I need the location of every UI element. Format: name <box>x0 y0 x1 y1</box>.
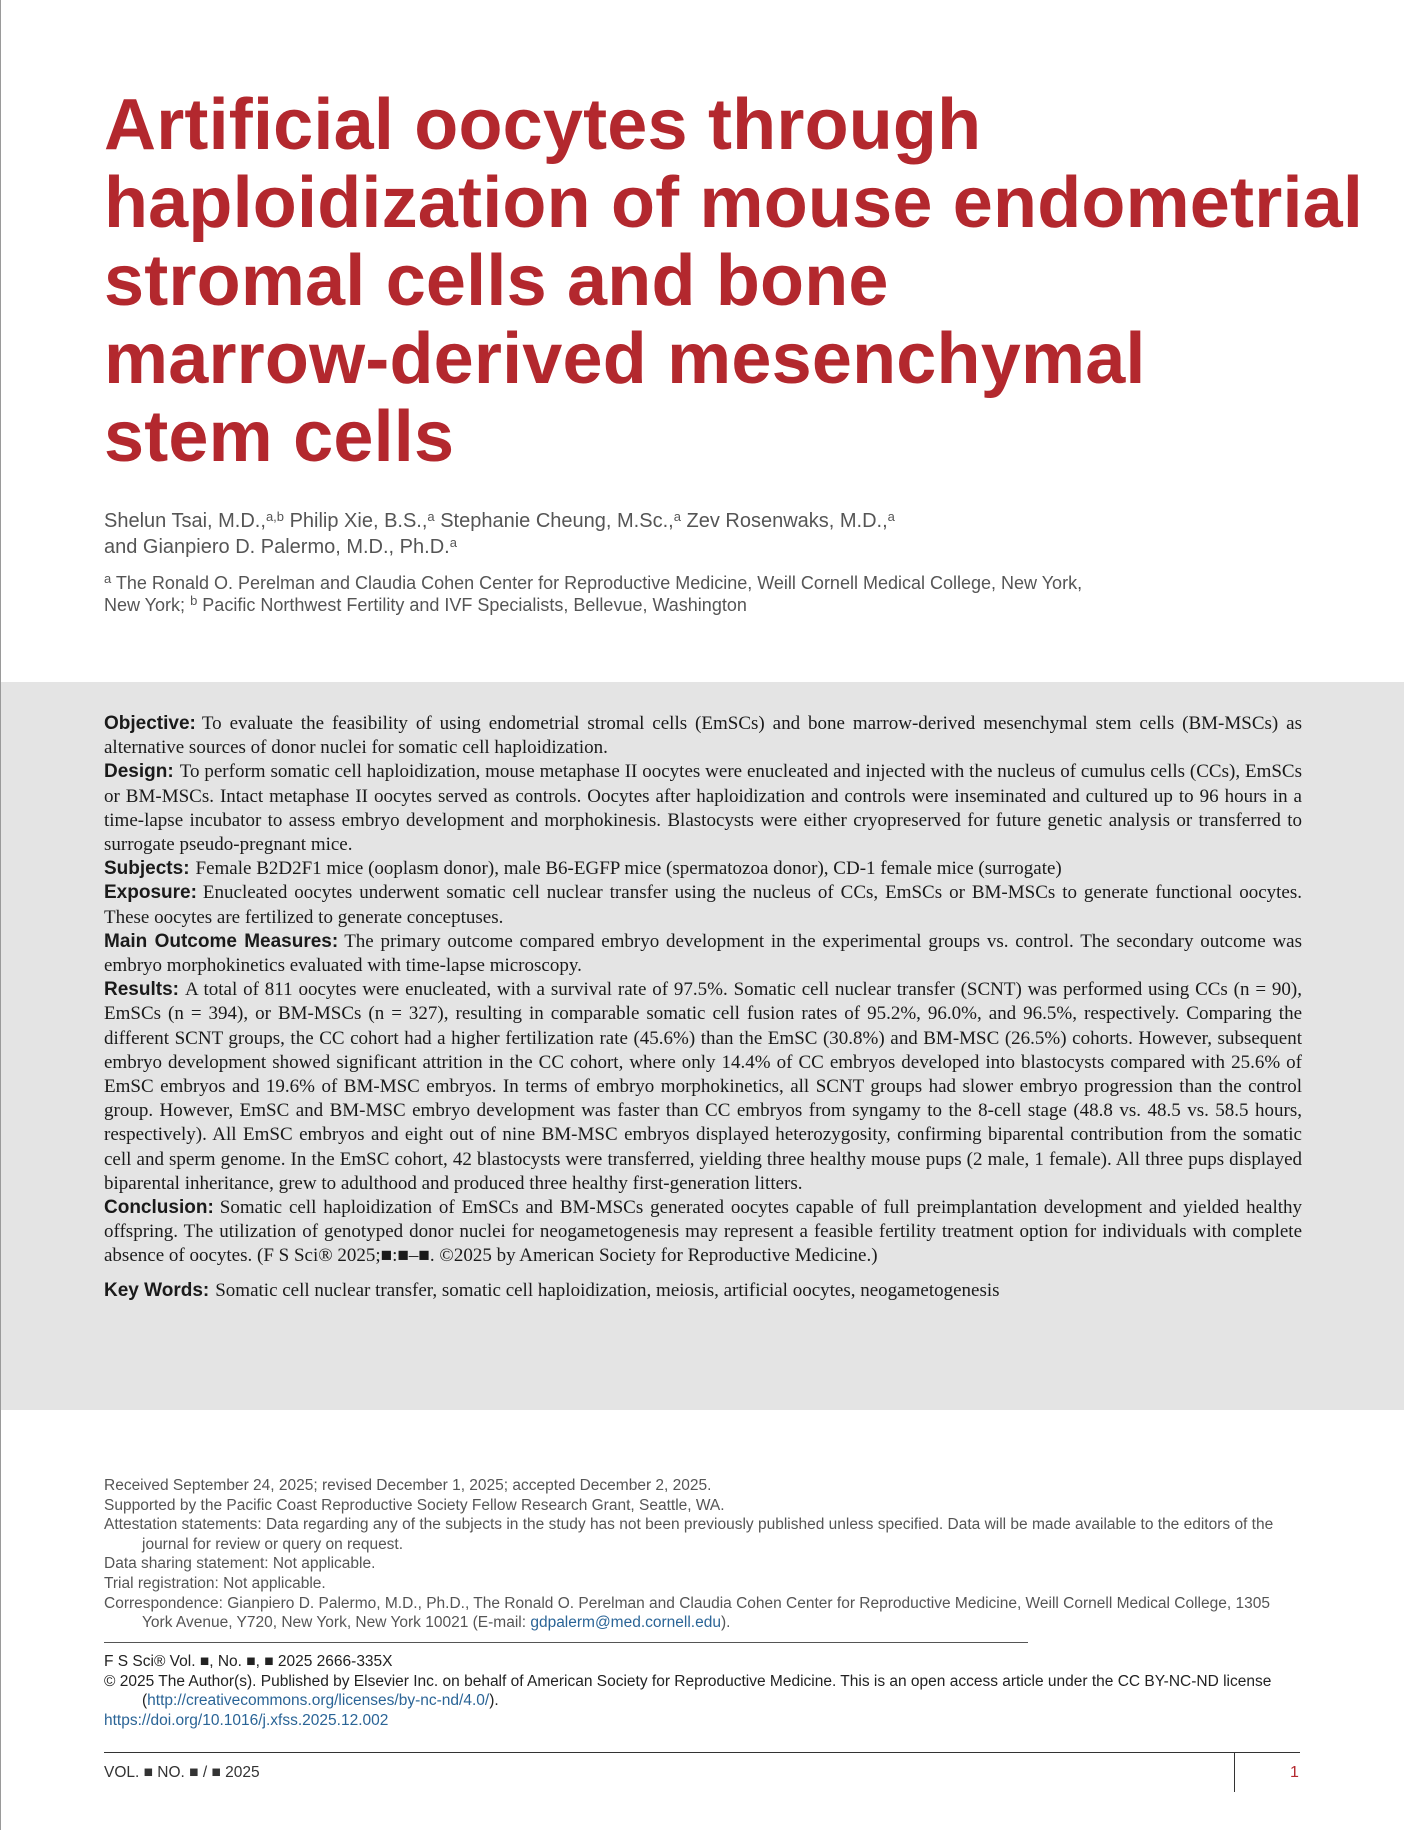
section-text: Somatic cell haploidization of EmSCs and BM-MSCs generated oocytes capable of full preimplantation development and yielded healthy offspring. The utilization of genotyped donor nuclei for neogametogenesis may represent a feasible fertility treatment option for individuals with complete absence of oocytes. (F S Sci® 2025;■:■–■. ©2025 by American Society for Reproductive Medicine.) <box>104 1197 1302 1267</box>
author-name: Philip Xie, B.S., <box>284 510 428 532</box>
page-number: 1 <box>1290 1764 1299 1781</box>
license-note <box>104 1672 1304 1711</box>
section-text: A total of 811 oocytes were enucleated, with a survival rate of 97.5%. Somatic cell nuclear transfer (SCNT) was performed using CCs (n = 90), EmSCs (n = 394), or BM-MSCs (n = 327), resulting in comparable somatic cell fusion rates of 95.2%, 96.0%, and 96.5%, respectively. Comparing the different SCNT groups, the CC cohort had a higher fertilization rate (45.6%) than the EmSC (30.8%) and BM-MSC (26.5%) cohorts. However, subsequent embryo development showed significant attrition in the CC cohort, where only 14.4% of CC embryos developed into blastocysts compared with 25.6% of EmSC embryos and 19.6% of BM-MSC embryos. In terms of embryo morphokinetics, all SCNT groups had slower embryo progression than the control group. However, EmSC and BM-MSC embryo development was faster than CC embryos from syngamy to the 8-cell stage (48.8 vs. 48.5 vs. 58.5 hours, respectively). All EmSC embryos and eight out of nine BM-MSC embryos displayed heterozygosity, confirming biparental contribution from the somatic cell and sperm genome. In the EmSC cohort, 42 blastocysts were transferred, yielding three healthy mouse pups (2 male, 1 female). All three pups displayed biparental inheritance, grew to adulthood and produced three healthy first-generation litters. <box>104 979 1302 1194</box>
section-label: Results: <box>104 979 179 1001</box>
abstract-section-outcomes <box>104 930 1302 978</box>
keywords-label: Key Words: <box>104 1279 210 1301</box>
section-label: Main Outcome Measures: <box>104 930 339 952</box>
affiliation-b: Pacific Northwest Fertility and IVF Specialists, Bellevue, Washington <box>197 595 747 615</box>
footer-divider <box>104 1752 1300 1753</box>
affiliation-line <box>104 594 1304 616</box>
article-title <box>104 85 1364 477</box>
attestation-note: Attestation statements: Data regarding any of the subjects in the study has not been previously published unless specified. Data will be made available to the editors of the journal for review or query on request. <box>104 1516 1274 1553</box>
section-label: Objective: <box>104 713 196 734</box>
data-sharing-note: Data sharing statement: Not applicable. <box>104 1555 376 1573</box>
author-name: Zev Rosenwaks, M.D., <box>680 510 888 532</box>
section-label: Conclusion: <box>104 1197 214 1219</box>
affiliation-mark: b <box>190 593 198 608</box>
footer-separator <box>1234 1752 1235 1792</box>
affiliations <box>104 572 1304 616</box>
author-line <box>104 508 1304 534</box>
section-text: To perform somatic cell haploidization, mouse metaphase II oocytes were enucleated and injected with the nucleus of cumulus cells (CCs), EmSCs or BM-MSCs. Intact metaphase II oocytes served as controls. Oocytes after haploidization and controls were inseminated and cultured up to 96 hours in a time-lapse incubator to assess embryo development and morphokinesis. Blastocysts were either cryopreserved for future genetic analysis or transferred to surrogate pseudo-pregnant mice. <box>104 761 1302 856</box>
divider <box>104 1642 1028 1643</box>
author-affiliation-mark: a <box>673 509 681 524</box>
author-list <box>104 508 1304 560</box>
author-name: Shelun Tsai, M.D., <box>104 510 266 532</box>
section-label: Subjects: <box>104 858 190 880</box>
title-line: Artificial oocytes through <box>104 85 982 165</box>
author-affiliation-mark: a <box>427 509 435 524</box>
affiliation-a-cont: New York; <box>104 595 186 615</box>
footer-issue: VOL. ■ NO. ■ / ■ 2025 <box>104 1764 260 1781</box>
section-text: Enucleated oocytes underwent somatic cell nuclear transfer using the nucleus of CCs, EmSCs or BM-MSCs to generate functional oocytes. These oocytes are fertilized to generate conceptuses. <box>104 882 1302 928</box>
doi-line <box>104 1711 1304 1731</box>
author-line <box>104 534 1304 560</box>
journal-citation: F S Sci® Vol. ■, No. ■, ■ 2025 2666-335X <box>104 1653 393 1670</box>
author-name: and Gianpiero D. Palermo, M.D., Ph.D. <box>104 536 450 558</box>
abstract-section-objective <box>104 712 1302 760</box>
author-affiliation-mark: a,b <box>265 509 285 524</box>
author-name: Stephanie Cheung, M.Sc., <box>434 510 674 532</box>
title-line: marrow-derived mesenchymal <box>104 319 1146 399</box>
section-label: Design: <box>104 761 174 783</box>
section-text: Female B2D2F1 mice (ooplasm donor), male B6-EGFP mice (spermatozoa donor), CD-1 female mice (surrogate) <box>195 858 1062 880</box>
license-link[interactable]: http://creativecommons.org/licenses/by-nc-nd/4.0/ <box>147 1692 490 1710</box>
section-label: Exposure: <box>104 882 197 904</box>
author-affiliation-mark: a <box>449 535 457 550</box>
title-line: haploidization of mouse endometrial <box>104 163 1364 243</box>
affiliation-a: The Ronald O. Perelman and Claudia Cohen Center for Reproductive Medicine, Weill Cornell Medical College, New York, <box>111 573 1083 593</box>
funding-note: Supported by the Pacific Coast Reproductive Society Fellow Research Grant, Seattle, WA. <box>104 1496 725 1514</box>
article-notes <box>104 1476 1304 1633</box>
section-text: To evaluate the feasibility of using endometrial stromal cells (EmSCs) and bone marrow-derived mesenchymal stem cells (BM-MSCs) as alternative sources of donor nuclei for somatic cell haploidization. <box>104 713 1302 759</box>
correspondence-note <box>104 1594 1304 1633</box>
abstract-section-exposure <box>104 881 1302 929</box>
abstract-section-design <box>104 760 1302 857</box>
correspondence-text: Correspondence: Gianpiero D. Palermo, M.D., Ph.D., The Ronald O. Perelman and Claudia Cohen Center for Reproductive Medicine, Weill Cornell Medical College, 1305 York Avenue, Y720, New York, New York 10021 (E-mail: <box>104 1594 1270 1632</box>
keywords <box>104 1279 1302 1303</box>
email-link[interactable]: gdpalerm@med.cornell.edu <box>530 1614 721 1632</box>
section-text: The primary outcome compared embryo development in the experimental groups vs. control. The secondary outcome was embryo morphokinetics evaluated with time-lapse microscopy. <box>104 930 1302 977</box>
abstract-section-subjects <box>104 857 1302 881</box>
affiliation-line <box>104 572 1304 594</box>
license-end: ). <box>489 1692 499 1710</box>
title-line: stromal cells and bone <box>104 241 889 321</box>
abstract <box>104 712 1302 1303</box>
journal-info <box>104 1652 1304 1730</box>
title-line: stem cells <box>104 397 455 477</box>
keywords-text: Somatic cell nuclear transfer, somatic cell haploidization, meiosis, artificial oocytes, neogametogenesis <box>215 1279 1000 1301</box>
affiliation-mark: a <box>104 571 112 586</box>
abstract-section-results <box>104 978 1302 1196</box>
correspondence-end: ). <box>720 1614 731 1632</box>
received-dates: Received September 24, 2025; revised December 1, 2025; accepted December 2, 2025. <box>104 1477 712 1494</box>
doi-link[interactable]: https://doi.org/10.1016/j.xfss.2025.12.002 <box>104 1711 389 1729</box>
trial-registration-note: Trial registration: Not applicable. <box>104 1574 326 1592</box>
license-text: © 2025 The Author(s). Published by Elsevier Inc. on behalf of American Society for Reproductive Medicine. This is an open access article under the CC BY-NC-ND license ( <box>104 1672 1272 1710</box>
author-affiliation-mark: a <box>887 509 895 524</box>
abstract-section-conclusion <box>104 1196 1302 1269</box>
